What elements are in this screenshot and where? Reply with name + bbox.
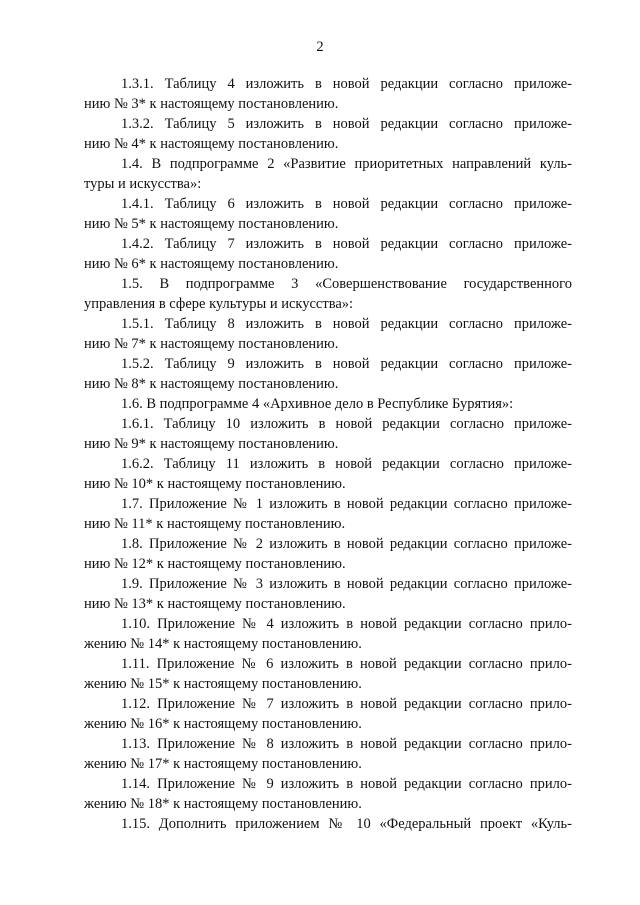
paragraph-line: нию № 12* к настоящему постановлению. xyxy=(84,556,346,572)
paragraph-line: нию № 5* к настоящему постановлению. xyxy=(84,216,339,232)
paragraph-line: 1.12. Приложение № 7 изложить в новой редакции согласно прило- xyxy=(121,696,572,712)
document-body xyxy=(84,74,572,834)
paragraph-line: управления в сфере культуры и искусства»: xyxy=(84,296,354,312)
paragraph xyxy=(84,154,572,194)
paragraph xyxy=(84,494,572,534)
paragraph-line: 1.6.1. Таблицу 10 изложить в новой редакции согласно приложе- xyxy=(121,416,572,432)
paragraph xyxy=(84,694,572,734)
paragraph xyxy=(84,414,572,454)
paragraph-line: нию № 8* к настоящему постановлению. xyxy=(84,376,339,392)
paragraph-line: 1.8. Приложение № 2 изложить в новой редакции согласно приложе- xyxy=(121,536,572,552)
paragraph-line: нию № 4* к настоящему постановлению. xyxy=(84,136,339,152)
paragraph xyxy=(84,114,572,154)
paragraph-line: нию № 11* к настоящему постановлению. xyxy=(84,516,346,532)
paragraph-line: жению № 18* к настоящему постановлению. xyxy=(84,796,362,812)
paragraph xyxy=(84,734,572,774)
paragraph-line: 1.6.2. Таблицу 11 изложить в новой редакции согласно приложе- xyxy=(121,456,572,472)
paragraph-line: жению № 16* к настоящему постановлению. xyxy=(84,716,362,732)
paragraph-line: нию № 13* к настоящему постановлению. xyxy=(84,596,346,612)
paragraph xyxy=(84,814,572,834)
paragraph-line: 1.14. Приложение № 9 изложить в новой редакции согласно прило- xyxy=(121,776,572,792)
paragraph xyxy=(84,614,572,654)
paragraph-line: туры и искусства»: xyxy=(84,176,202,192)
paragraph-line: нию № 3* к настоящему постановлению. xyxy=(84,96,339,112)
paragraph xyxy=(84,454,572,494)
paragraph-line: жению № 15* к настоящему постановлению. xyxy=(84,676,362,692)
paragraph-line: 1.4. В подпрограмме 2 «Развитие приоритетных направлений куль- xyxy=(121,156,572,172)
paragraph-line: 1.5.2. Таблицу 9 изложить в новой редакции согласно приложе- xyxy=(121,356,572,372)
paragraph xyxy=(84,314,572,354)
paragraph-line: нию № 10* к настоящему постановлению. xyxy=(84,476,346,492)
paragraph xyxy=(84,194,572,234)
paragraph-line: 1.13. Приложение № 8 изложить в новой редакции согласно прило- xyxy=(121,736,572,752)
paragraph-line: 1.7. Приложение № 1 изложить в новой редакции согласно приложе- xyxy=(121,496,572,512)
paragraph xyxy=(84,574,572,614)
paragraph-line: 1.3.2. Таблицу 5 изложить в новой редакции согласно приложе- xyxy=(121,116,572,132)
paragraph-line: нию № 7* к настоящему постановлению. xyxy=(84,336,339,352)
paragraph-line: 1.3.1. Таблицу 4 изложить в новой редакции согласно приложе- xyxy=(121,76,572,92)
paragraph xyxy=(84,274,572,314)
paragraph xyxy=(84,654,572,694)
paragraph xyxy=(84,234,572,274)
paragraph-line: нию № 6* к настоящему постановлению. xyxy=(84,256,339,272)
paragraph-line: 1.11. Приложение № 6 изложить в новой редакции согласно прило- xyxy=(121,656,572,672)
paragraph xyxy=(84,534,572,574)
paragraph-line: 1.5.1. Таблицу 8 изложить в новой редакции согласно приложе- xyxy=(121,316,572,332)
paragraph xyxy=(84,774,572,814)
page-number: 2 xyxy=(316,39,324,55)
paragraph-line: 1.10. Приложение № 4 изложить в новой редакции согласно прило- xyxy=(121,616,572,632)
paragraph-line: 1.4.2. Таблицу 7 изложить в новой редакции согласно приложе- xyxy=(121,236,572,252)
paragraph-line: 1.4.1. Таблицу 6 изложить в новой редакции согласно приложе- xyxy=(121,196,572,212)
paragraph xyxy=(84,74,572,114)
paragraph xyxy=(84,354,572,394)
paragraph-line: жению № 14* к настоящему постановлению. xyxy=(84,636,362,652)
paragraph-line: 1.9. Приложение № 3 изложить в новой редакции согласно приложе- xyxy=(121,576,572,592)
paragraph-line: 1.15. Дополнить приложением № 10 «Федеральный проект «Куль- xyxy=(121,816,572,832)
paragraph-line: нию № 9* к настоящему постановлению. xyxy=(84,436,339,452)
paragraph xyxy=(84,394,572,414)
paragraph-line: жению № 17* к настоящему постановлению. xyxy=(84,756,362,772)
paragraph-line: 1.5. В подпрограмме 3 «Совершенствование государственного xyxy=(121,276,572,292)
paragraph-line: 1.6. В подпрограмме 4 «Архивное дело в Республике Бурятия»: xyxy=(121,396,514,412)
